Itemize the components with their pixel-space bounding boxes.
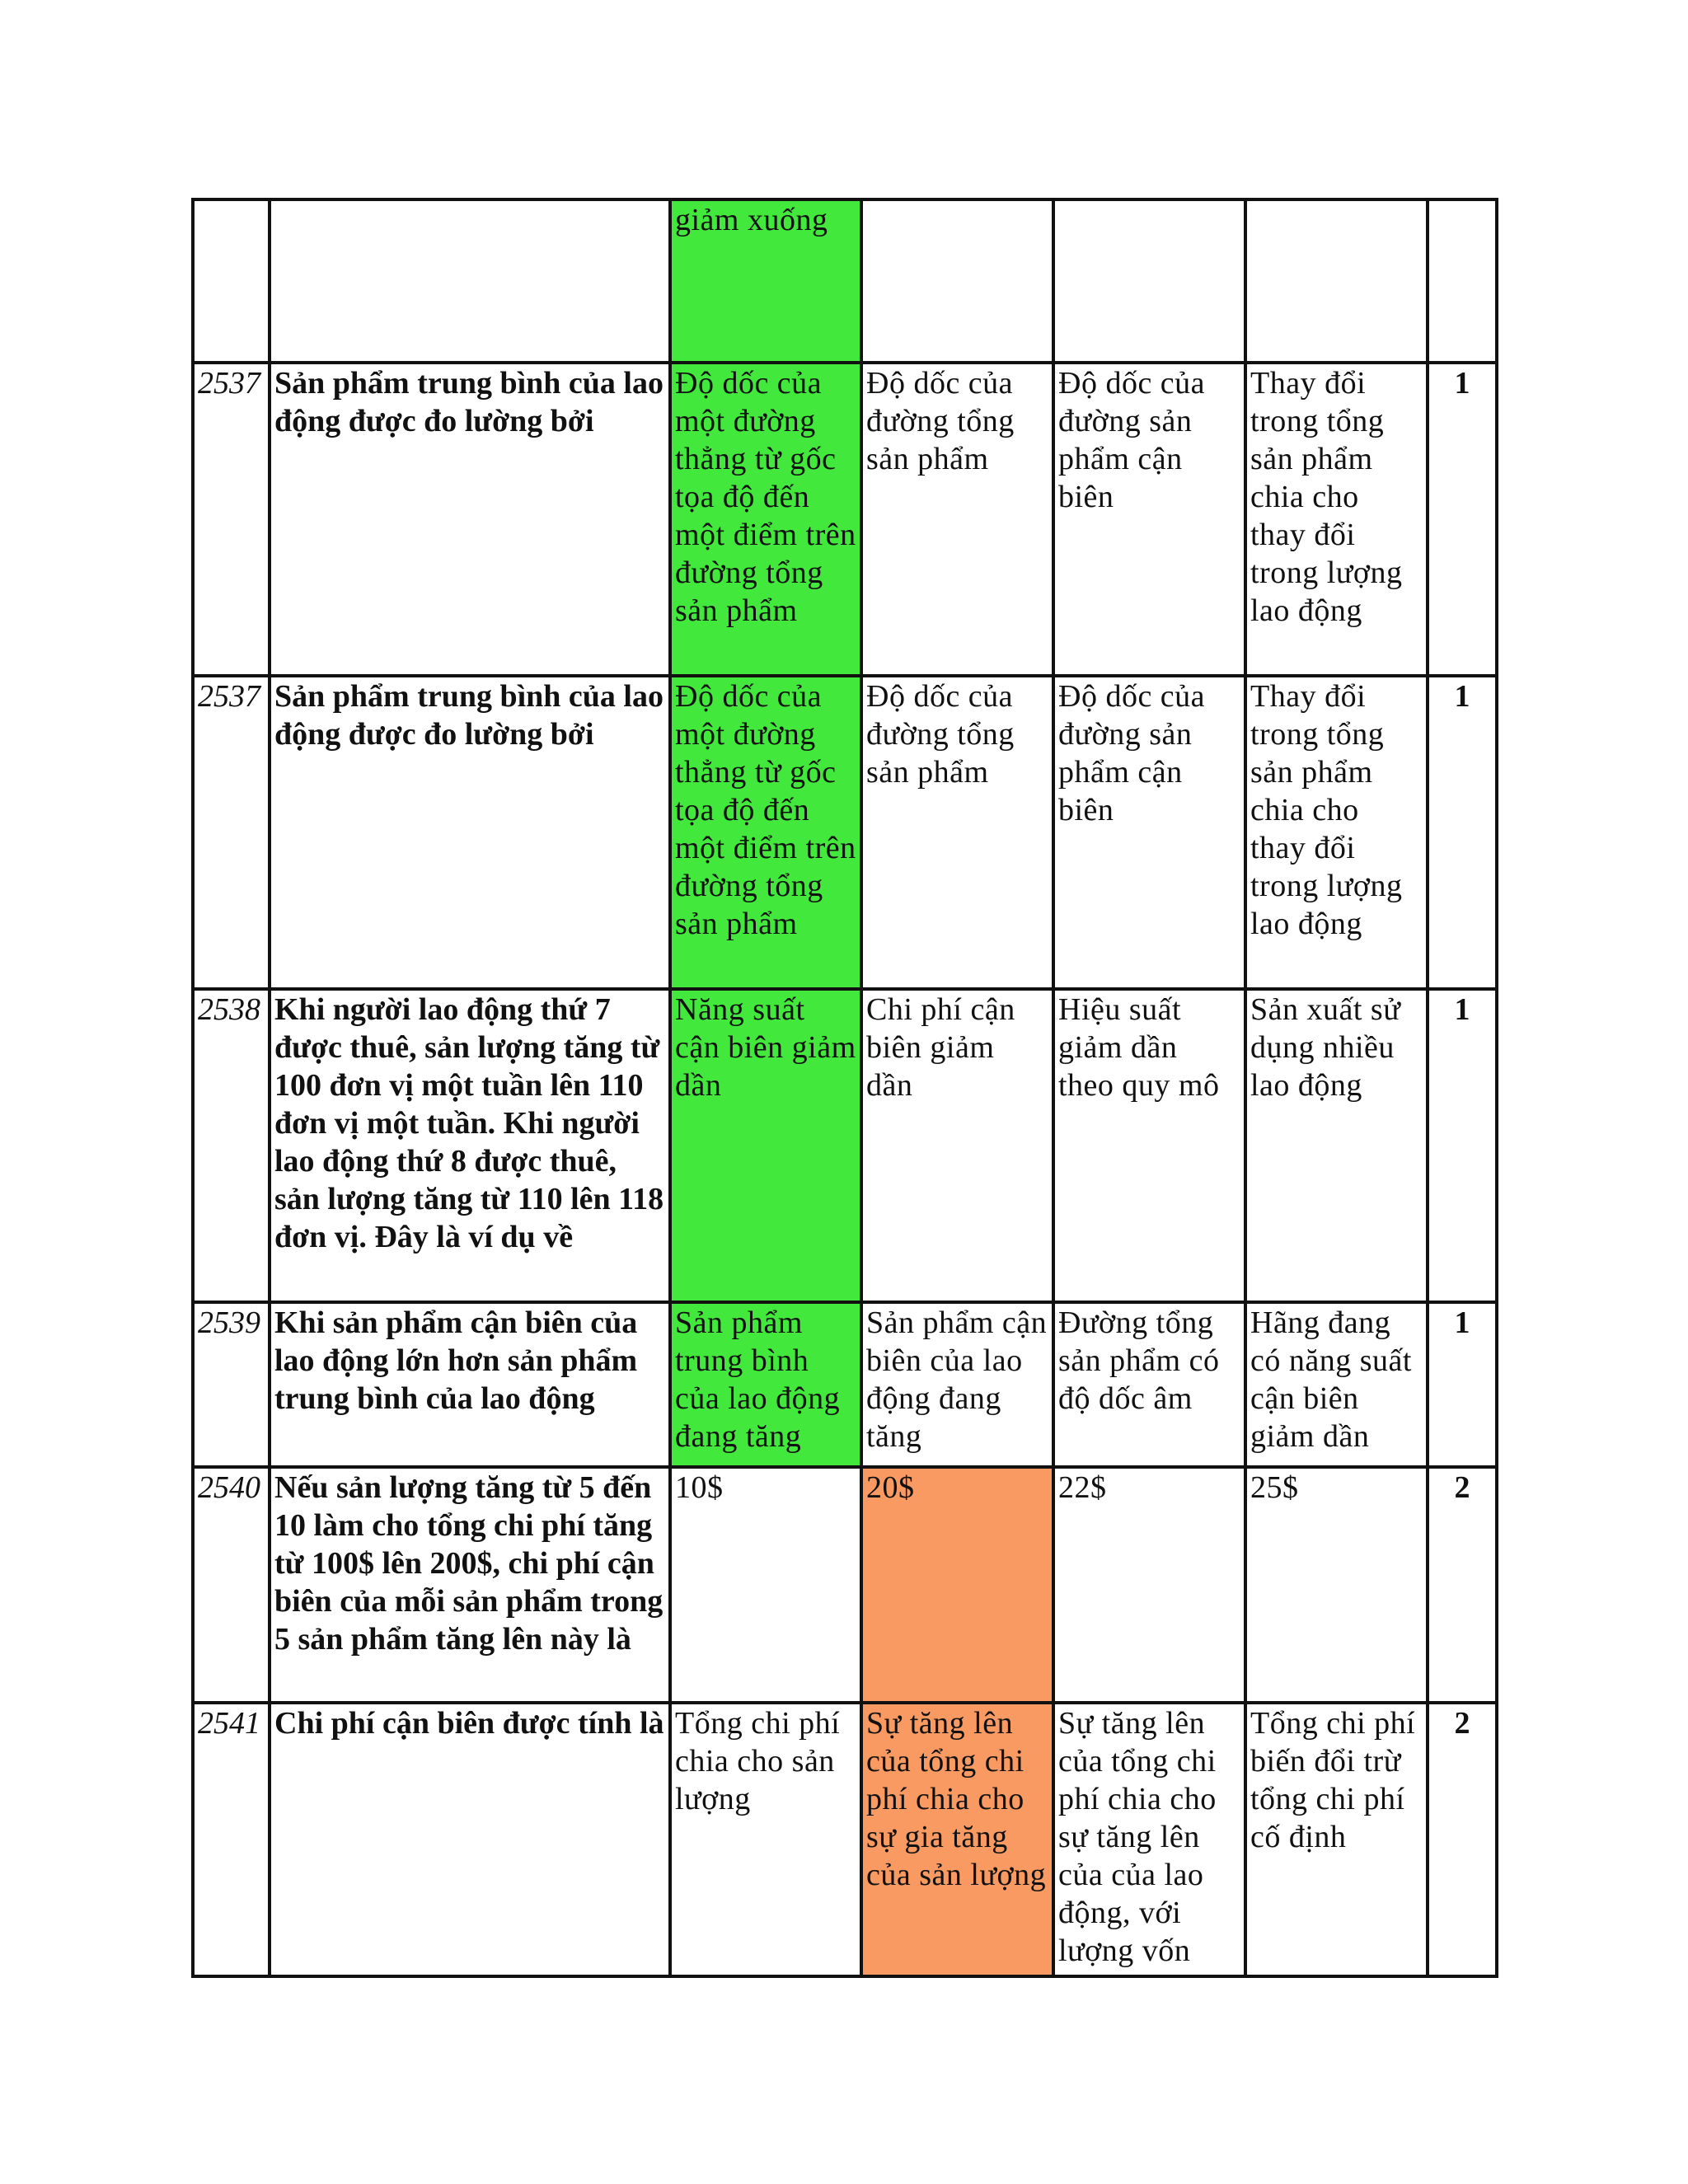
question-number: 2539 <box>193 1302 270 1467</box>
option-4: Thay đổi trong tổng sản phẩm chia cho thay đổi trong lượng lao động <box>1245 363 1428 676</box>
option-2: Chi phí cận biên giảm dần <box>861 989 1053 1302</box>
answer-key: 1 <box>1428 989 1497 1302</box>
option-2: 20$ <box>861 1467 1053 1703</box>
option-4: Sản xuất sử dụng nhiều lao động <box>1245 989 1428 1302</box>
question-text: Khi sản phẩm cận biên của lao động lớn hơn sản phẩm trung bình của lao động <box>270 1302 670 1467</box>
option-2: Độ dốc của đường tổng sản phẩm <box>861 676 1053 989</box>
question-number: 2537 <box>193 676 270 989</box>
option-1: giảm xuống <box>670 199 861 363</box>
option-3: Độ dốc của đường sản phẩm cận biên <box>1053 676 1245 989</box>
option-1: Năng suất cận biên giảm dần <box>670 989 861 1302</box>
option-2 <box>861 199 1053 363</box>
option-4 <box>1245 199 1428 363</box>
question-text: Khi người lao động thứ 7 được thuê, sản lượng tăng từ 100 đơn vị một tuần lên 110 đơn vị một tuần. Khi người lao động thứ 8 được thuê, sản lượng tăng từ 110 lên 118 đơn vị. Đây là ví dụ về <box>270 989 670 1302</box>
option-4: Thay đổi trong tổng sản phẩm chia cho thay đổi trong lượng lao động <box>1245 676 1428 989</box>
option-3 <box>1053 199 1245 363</box>
table-row <box>193 676 1497 989</box>
answer-key: 2 <box>1428 1703 1497 1976</box>
option-2: Độ dốc của đường tổng sản phẩm <box>861 363 1053 676</box>
answer-key: 2 <box>1428 1467 1497 1703</box>
option-1: Độ dốc của một đường thẳng từ gốc tọa độ đến một điểm trên đường tổng sản phẩm <box>670 363 861 676</box>
answer-key: 1 <box>1428 1302 1497 1467</box>
answer-key: 1 <box>1428 363 1497 676</box>
option-3: Độ dốc của đường sản phẩm cận biên <box>1053 363 1245 676</box>
question-text: Sản phẩm trung bình của lao động được đo lường bởi <box>270 676 670 989</box>
option-3: 22$ <box>1053 1467 1245 1703</box>
question-text: Chi phí cận biên được tính là <box>270 1703 670 1976</box>
question-number <box>193 199 270 363</box>
question-text <box>270 199 670 363</box>
option-1: Tổng chi phí chia cho sản lượng <box>670 1703 861 1976</box>
option-3: Hiệu suất giảm dần theo quy mô <box>1053 989 1245 1302</box>
question-text: Nếu sản lượng tăng từ 5 đến 10 làm cho tổng chi phí tăng từ 100$ lên 200$, chi phí cận biên của mỗi sản phẩm trong 5 sản phẩm tăng lên này là <box>270 1467 670 1703</box>
table-row <box>193 989 1497 1302</box>
option-1: 10$ <box>670 1467 861 1703</box>
option-1: Độ dốc của một đường thẳng từ gốc tọa độ đến một điểm trên đường tổng sản phẩm <box>670 676 861 989</box>
question-number: 2538 <box>193 989 270 1302</box>
question-number: 2541 <box>193 1703 270 1976</box>
option-1: Sản phẩm trung bình của lao động đang tăng <box>670 1302 861 1467</box>
option-3: Đường tổng sản phẩm có độ dốc âm <box>1053 1302 1245 1467</box>
question-text: Sản phẩm trung bình của lao động được đo lường bởi <box>270 363 670 676</box>
table-row <box>193 199 1497 363</box>
option-2: Sự tăng lên của tổng chi phí chia cho sự gia tăng của sản lượng <box>861 1703 1053 1976</box>
table-row <box>193 363 1497 676</box>
table-row <box>193 1703 1497 1976</box>
option-4: Hãng đang có năng suất cận biên giảm dần <box>1245 1302 1428 1467</box>
table-row <box>193 1467 1497 1703</box>
option-4: 25$ <box>1245 1467 1428 1703</box>
question-number: 2537 <box>193 363 270 676</box>
question-number: 2540 <box>193 1467 270 1703</box>
question-table <box>191 198 1498 1978</box>
option-2: Sản phẩm cận biên của lao động đang tăng <box>861 1302 1053 1467</box>
answer-key <box>1428 199 1497 363</box>
option-4: Tổng chi phí biến đổi trừ tổng chi phí cố định <box>1245 1703 1428 1976</box>
option-3: Sự tăng lên của tổng chi phí chia cho sự tăng lên của của lao động, với lượng vốn <box>1053 1703 1245 1976</box>
answer-key: 1 <box>1428 676 1497 989</box>
table-row <box>193 1302 1497 1467</box>
